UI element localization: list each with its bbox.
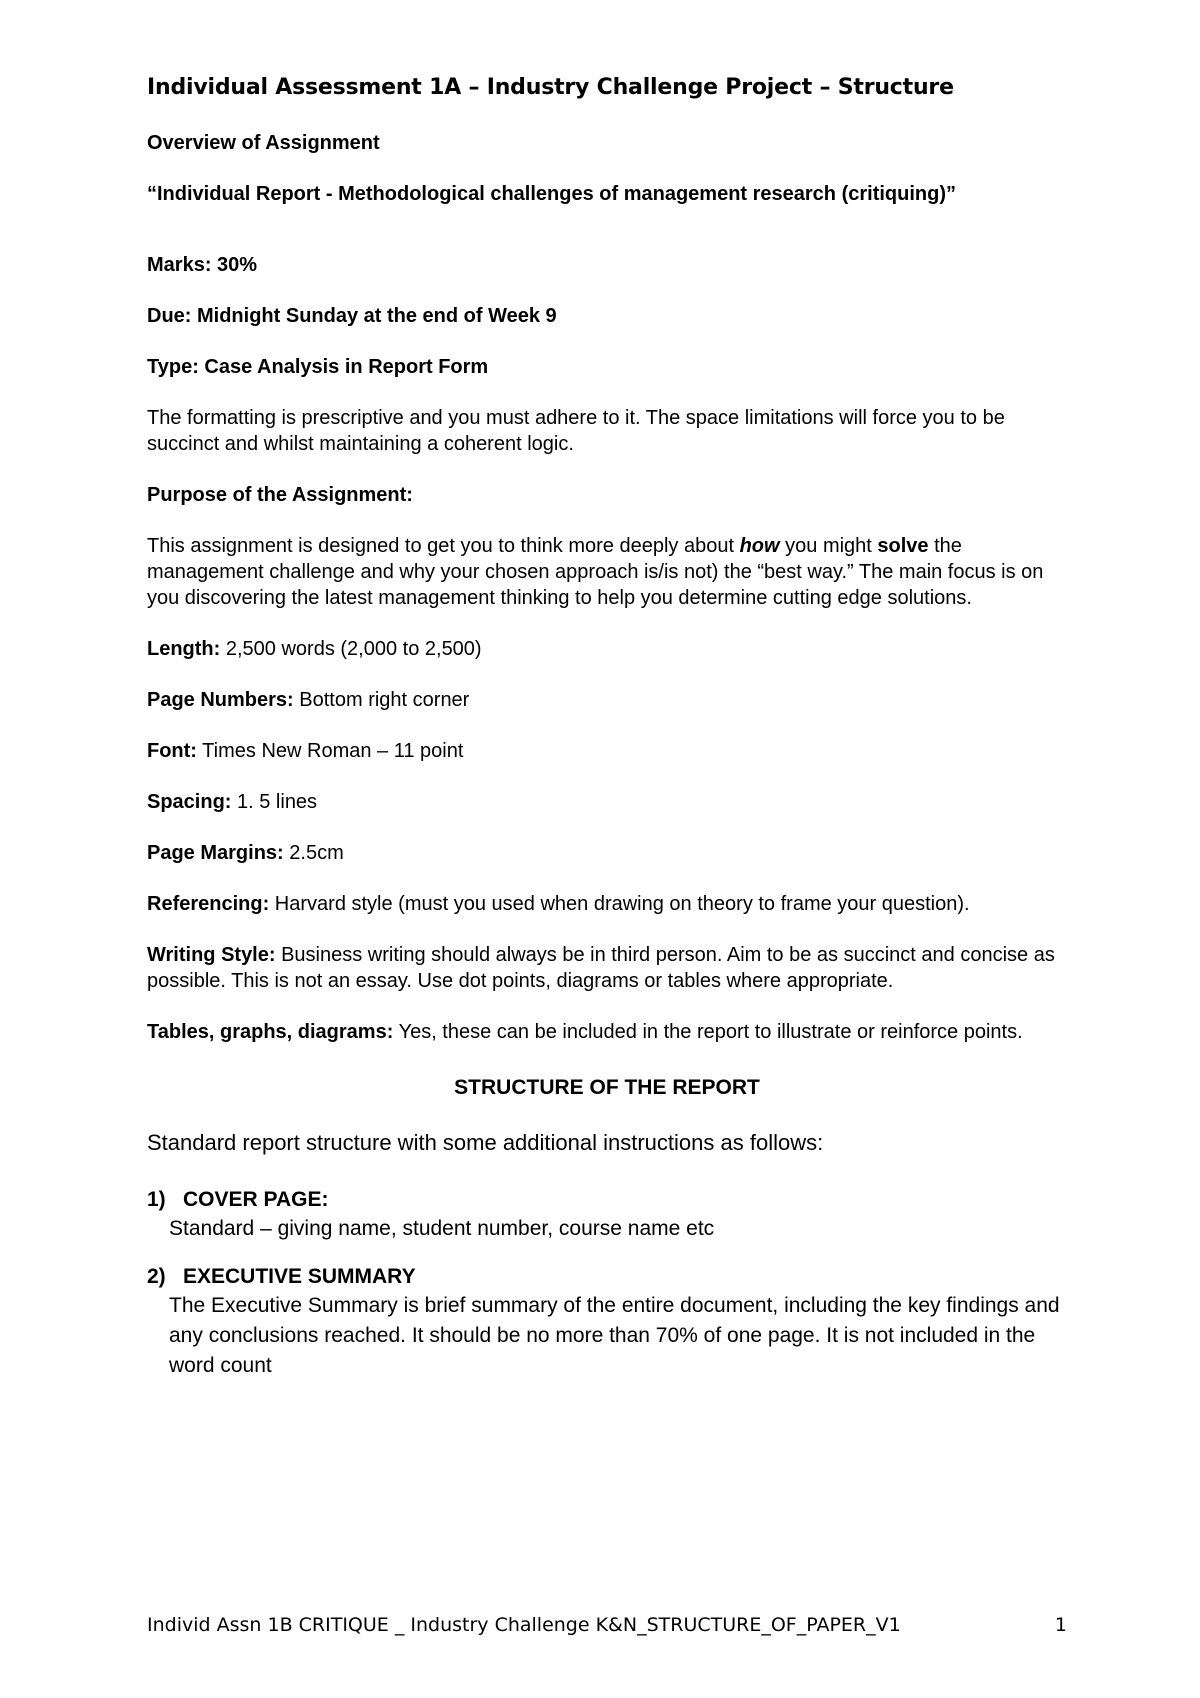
spec-tables-graphs: Tables, graphs, diagrams: Yes, these can be included in the report to illustrate or reinforce points.	[147, 1021, 1023, 1043]
purpose-heading: Purpose of the Assignment:	[147, 484, 413, 506]
purpose-paragraph: This assignment is designed to get you to think more deeply about how you might solve the management challenge and why your chosen approach is/is not) the “best way.” The main focus is on you discovering the latest management thinking to help you determine cutting edge solutions.	[147, 535, 1044, 609]
emphasis-how: how	[739, 535, 780, 557]
overview-heading: Overview of Assignment	[147, 132, 380, 154]
page-number: 1	[1054, 1614, 1067, 1636]
assignment-type: Type: Case Analysis in Report Form	[147, 356, 489, 378]
document-content	[147, 74, 1067, 1400]
marks: Marks: 30%	[147, 254, 258, 276]
structure-intro: Standard report structure with some additional instructions as follows:	[147, 1130, 824, 1155]
footer-filename: Individ Assn 1B CRITIQUE _ Industry Challenge K&N_STRUCTURE_OF_PAPER_V1	[147, 1614, 901, 1636]
page-footer	[147, 1614, 1067, 1636]
spec-writing-style: Writing Style: Business writing should always be in third person. Aim to be as succinct and concise as possible. This is not an essay. Use dot points, diagrams or tables where appropriate.	[147, 944, 1055, 992]
list-item: 1) COVER PAGE: Standard – giving name, student number, course name etc	[147, 1188, 715, 1240]
document-title: Individual Assessment 1A – Industry Challenge Project – Structure	[147, 75, 954, 100]
spec-page-margins: Page Margins: 2.5cm	[147, 842, 344, 864]
spec-font: Font: Times New Roman – 11 point	[147, 740, 464, 762]
spec-length: Length: 2,500 words (2,000 to 2,500)	[147, 638, 482, 660]
structure-heading: STRUCTURE OF THE REPORT	[454, 1076, 760, 1099]
spec-page-numbers: Page Numbers: Bottom right corner	[147, 689, 470, 711]
list-item: 2) EXECUTIVE SUMMARY The Executive Summary is brief summary of the entire document, including the key findings and any conclusions reached. It should be no more than 70% of one page. It is not included in the word count	[147, 1265, 1060, 1377]
due-date: Due: Midnight Sunday at the end of Week 9	[147, 305, 557, 327]
formatting-note: The formatting is prescriptive and you must adhere to it. The space limitations will force you to be succinct and whilst maintaining a coherent logic.	[147, 407, 1005, 455]
emphasis-solve: solve	[877, 535, 929, 557]
spec-referencing: Referencing: Harvard style (must you used when drawing on theory to frame your question).	[147, 893, 970, 915]
spec-spacing: Spacing: 1. 5 lines	[147, 791, 318, 813]
report-title: “Individual Report - Methodological challenges of management research (critiquing)”	[147, 183, 957, 205]
